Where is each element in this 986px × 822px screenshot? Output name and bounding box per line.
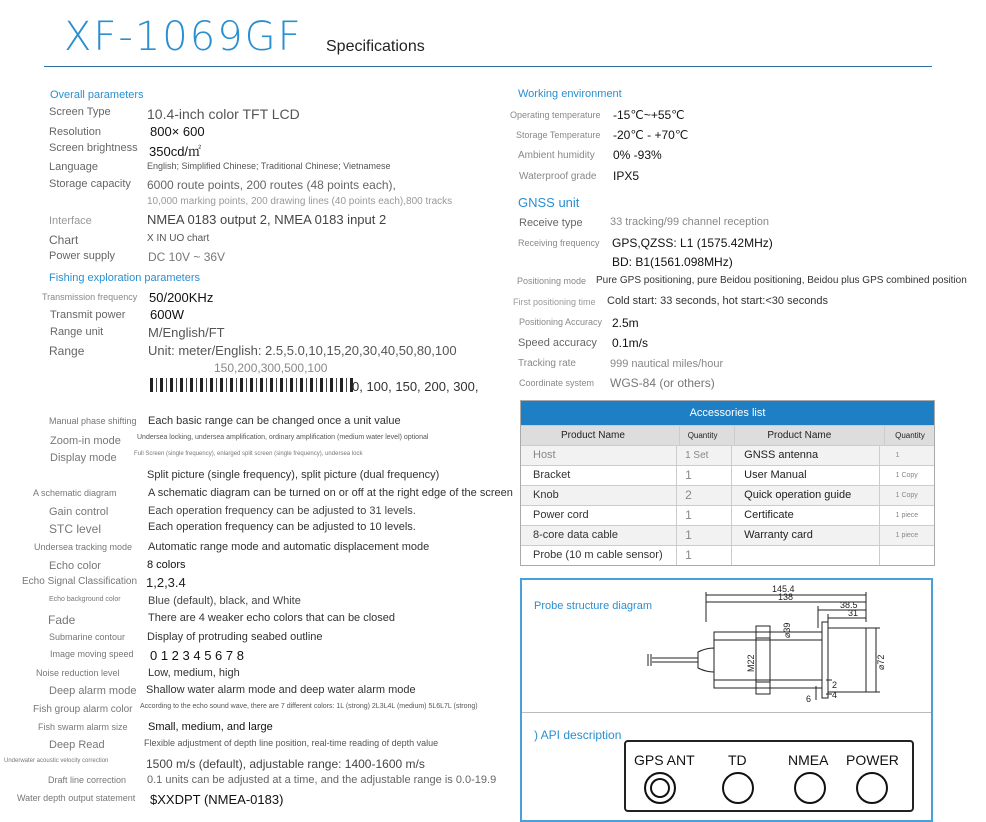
accessory-name: Knob [521,486,677,505]
recv-freq-label: Receiving frequency [518,238,600,248]
speed-acc-label: Speed accuracy [518,337,597,349]
probe-drawing [640,582,900,710]
tx-power-label: Transmit power [50,309,126,321]
param-label: Fade [48,613,76,627]
param-label: Manual phase shifting [49,416,137,426]
accessory-name: Probe (10 m cable sensor) [521,546,677,565]
freq-label: Transmission frequency [42,292,138,302]
recv-freq-value-2: BD: B1(1561.098MHz) [612,255,733,269]
storage-value-2: 10,000 marking points, 200 drawing lines (40 points each),800 tracks [147,196,453,207]
interface-value: NMEA 0183 output 2, NMEA 0183 input 2 [147,212,387,227]
param-value: Split picture (single frequency), split picture (dual frequency) [147,469,440,481]
model-title: XF-1069GF [64,14,303,60]
language-label: Language [49,161,98,173]
speed-acc-value: 0.1m/s [612,336,649,350]
env-value: -15℃~+55℃ [613,108,685,122]
range-value-2: 150,200,300,500,100 [214,361,328,375]
param-value: Each basic range can be changed once a unit value [148,415,401,427]
accessory-qty: 1 [677,526,732,545]
accessory-qty: 1 [677,506,732,525]
param-label: STC level [49,522,102,536]
param-value: 8 colors [147,559,186,571]
param-label: Image moving speed [50,649,134,659]
accessory-row [521,485,934,505]
probe-diagram-title: Probe structure diagram [534,600,652,612]
param-value: Undersea locking, undersea amplification, ordinary amplification (medium water level) optional [137,434,429,441]
accessory-row [521,445,934,465]
garbled-text-block [150,378,354,392]
accessory-name: Bracket [521,466,677,485]
param-label: Fish group alarm color [33,704,133,715]
param-value: Small, medium, and large [148,721,273,733]
param-value: Low, medium, high [148,667,240,679]
header-divider [44,66,932,67]
screen-type-value: 10.4-inch color TFT LCD [147,106,300,122]
param-label: Display mode [50,452,117,464]
header-name-2: Product Name [735,426,885,445]
env-label: Ambient humidity [518,150,595,161]
chart-value: X IN UO chart [147,233,210,244]
probe-interface-divider [522,712,931,713]
env-value: -20℃ - +70℃ [613,128,689,142]
param-label: Underwater acoustic velocity correction [4,758,109,764]
port-label-gps: GPS ANT [634,752,695,768]
env-value: IPX5 [613,169,640,183]
param-value: Each operation frequency can be adjusted to 31 levels. [148,505,416,517]
accessory-row [521,465,934,485]
param-value: Each operation frequency can be adjusted to 10 levels. [148,521,416,533]
accessory-row [521,525,934,545]
param-label: Fish swarm alarm size [38,722,128,732]
range-value-1: Unit: meter/English: 2.5,5.0,10,15,20,30,40,50,80,100 [148,343,457,358]
env-label: Storage Temperature [516,130,601,140]
accessory-qty: 1 Set [677,446,732,465]
param-value: Automatic range mode and automatic displacement mode [148,541,430,553]
accessory-qty: 1 [677,546,732,565]
param-label: Deep alarm mode [49,685,137,697]
accessory-name: User Manual [732,466,879,485]
accessory-qty: 1 piece [895,532,919,539]
accessory-qty: 2 [677,486,732,505]
brightness-value: 350cd/㎡ [149,144,202,159]
accessory-name: GNSS antenna [732,446,879,465]
accessory-name: Certificate [732,506,879,525]
accessory-name [732,546,879,565]
nmea-connector-icon [794,772,826,804]
param-label: Echo color [49,560,101,572]
param-value: 0.1 units can be adjusted at a time, and the adjustable range is 0.0-19.9 [147,774,497,786]
accessories-table [520,400,935,566]
tracking-value: 999 nautical miles/hour [610,358,724,370]
receive-type-value: 33 tracking/99 channel reception [610,216,769,228]
dim-d72: ⌀72 [876,654,886,670]
param-label: Submarine contour [49,632,126,642]
param-value: A schematic diagram can be turned on or off at the right edge of the screen [148,487,513,499]
interface-label: Interface [49,215,92,227]
dim-38-5: 38.5 [840,600,858,610]
td-connector-icon [722,772,754,804]
dim-31: 31 [848,608,859,618]
pos-acc-value: 2.5m [612,316,639,330]
port-label-td: TD [728,752,747,768]
resolution-label: Resolution [49,126,101,138]
accessory-name: Power cord [521,506,677,525]
freq-value: 50/200KHz [149,290,214,305]
port-label-power: POWER [846,752,899,768]
accessories-title: Accessories list [521,401,934,425]
accessory-qty: 1 piece [895,512,919,519]
param-label: A schematic diagram [33,488,117,498]
accessory-name: Warranty card [732,526,879,545]
dim-d39: ⌀39 [782,622,792,638]
accessory-qty: 1 [895,452,900,459]
port-label-nmea: NMEA [788,752,829,768]
header-qty-1: Quantity [680,426,736,445]
language-value: English; Simplified Chinese; Traditional Chinese; Vietnamese [147,161,391,171]
param-label: Zoom-in mode [50,435,121,447]
interface-title: ) API description [534,728,622,742]
tracking-label: Tracking rate [518,358,576,369]
receive-type-label: Receive type [519,217,583,229]
tx-power-value: 600W [150,307,184,322]
first-fix-value: Cold start: 33 seconds, hot start:<30 seconds [607,295,829,307]
param-label: Echo background color [49,596,121,603]
dim-4: 4 [832,690,838,700]
env-label: Operating temperature [510,110,601,120]
pos-acc-label: Positioning Accuracy [519,317,603,327]
param-value: Full Screen (single frequency), enlarged split screen (single frequency), undersea lock [134,451,363,457]
recv-freq-value-1: GPS,QZSS: L1 (1575.42MHz) [612,236,773,250]
power-value: DC 10V ~ 36V [148,250,226,264]
chart-label: Chart [49,233,79,247]
accessories-header-row [521,425,934,445]
resolution-value: 800× 600 [150,124,205,139]
power-label: Power supply [49,250,116,262]
section-overall-title: Overall parameters [50,89,144,101]
first-fix-label: First positioning time [513,297,596,307]
param-label: Draft line correction [48,775,127,785]
storage-label: Storage capacity [49,178,131,190]
power-connector-icon [856,772,888,804]
param-value: Flexible adjustment of depth line position, real-time reading of depth value [144,738,439,748]
param-value: According to the echo sound wave, there are 7 different colors: 1L (strong) 2L3L4L (medium) 5L6L7L (strong) [140,703,478,710]
accessory-row [521,505,934,525]
header-qty-2: Quantity [895,431,925,440]
storage-value-1: 6000 route points, 200 routes (48 points each), [147,178,396,192]
accessory-qty: 1 Copy [895,492,918,499]
range-label: Range [49,344,85,358]
dim-m22: M22 [746,654,756,672]
accessory-name: Host [521,446,677,465]
accessory-name: Quick operation guide [732,486,879,505]
range-unit-value: M/English/FT [148,325,225,340]
dim-2: 2 [832,680,838,690]
section-fishing-title: Fishing exploration parameters [49,272,201,284]
range-unit-label: Range unit [50,326,104,338]
range-value-3: 0, 100, 150, 200, 300, [352,379,479,394]
param-value: There are 4 weaker echo colors that can be closed [148,612,396,624]
screen-type-label: Screen Type [49,106,111,118]
pos-mode-value: Pure GPS positioning, pure Beidou positioning, Beidou plus GPS combined position [596,275,967,286]
section-gnss-title: GNSS unit [518,195,580,210]
pos-mode-label: Positioning mode [517,276,587,286]
coord-value: WGS-84 (or others) [610,376,715,390]
param-label: Echo Signal Classification [22,576,138,587]
env-label: Waterproof grade [519,171,597,182]
accessories-rows [521,445,934,565]
header-name-1: Product Name [521,426,680,445]
accessory-qty: 1 [677,466,732,485]
param-value: 1,2,3.4 [146,575,186,590]
dim-6: 6 [806,694,812,704]
param-value: Blue (default), black, and White [148,595,301,607]
param-label: Noise reduction level [36,668,120,678]
param-label: Water depth output statement [17,793,136,803]
accessory-row [521,545,934,565]
section-env-title: Working environment [518,88,622,100]
dim-145-4: 145.4 [772,584,795,594]
gps-ant-connector-icon [644,772,676,804]
param-label: Deep Read [49,739,105,751]
param-value: 1500 m/s (default), adjustable range: 1400-1600 m/s [146,757,425,771]
accessory-qty: 1 Copy [895,472,918,479]
param-value: Display of protruding seabed outline [147,631,323,643]
param-value: $XXDPT (NMEA-0183) [150,792,284,807]
param-value: Shallow water alarm mode and deep water alarm mode [146,684,416,696]
param-value: 0 1 2 3 4 5 6 7 8 [150,648,244,663]
param-label: Gain control [49,506,109,518]
param-label: Undersea tracking mode [34,542,133,552]
dim-138: 138 [778,592,794,602]
accessory-qty [880,546,934,565]
accessory-name: 8-core data cable [521,526,677,545]
env-value: 0% -93% [613,148,662,162]
spec-subtitle: Specifications [326,38,425,55]
coord-label: Coordinate system [519,378,595,388]
brightness-label: Screen brightness [49,142,138,154]
